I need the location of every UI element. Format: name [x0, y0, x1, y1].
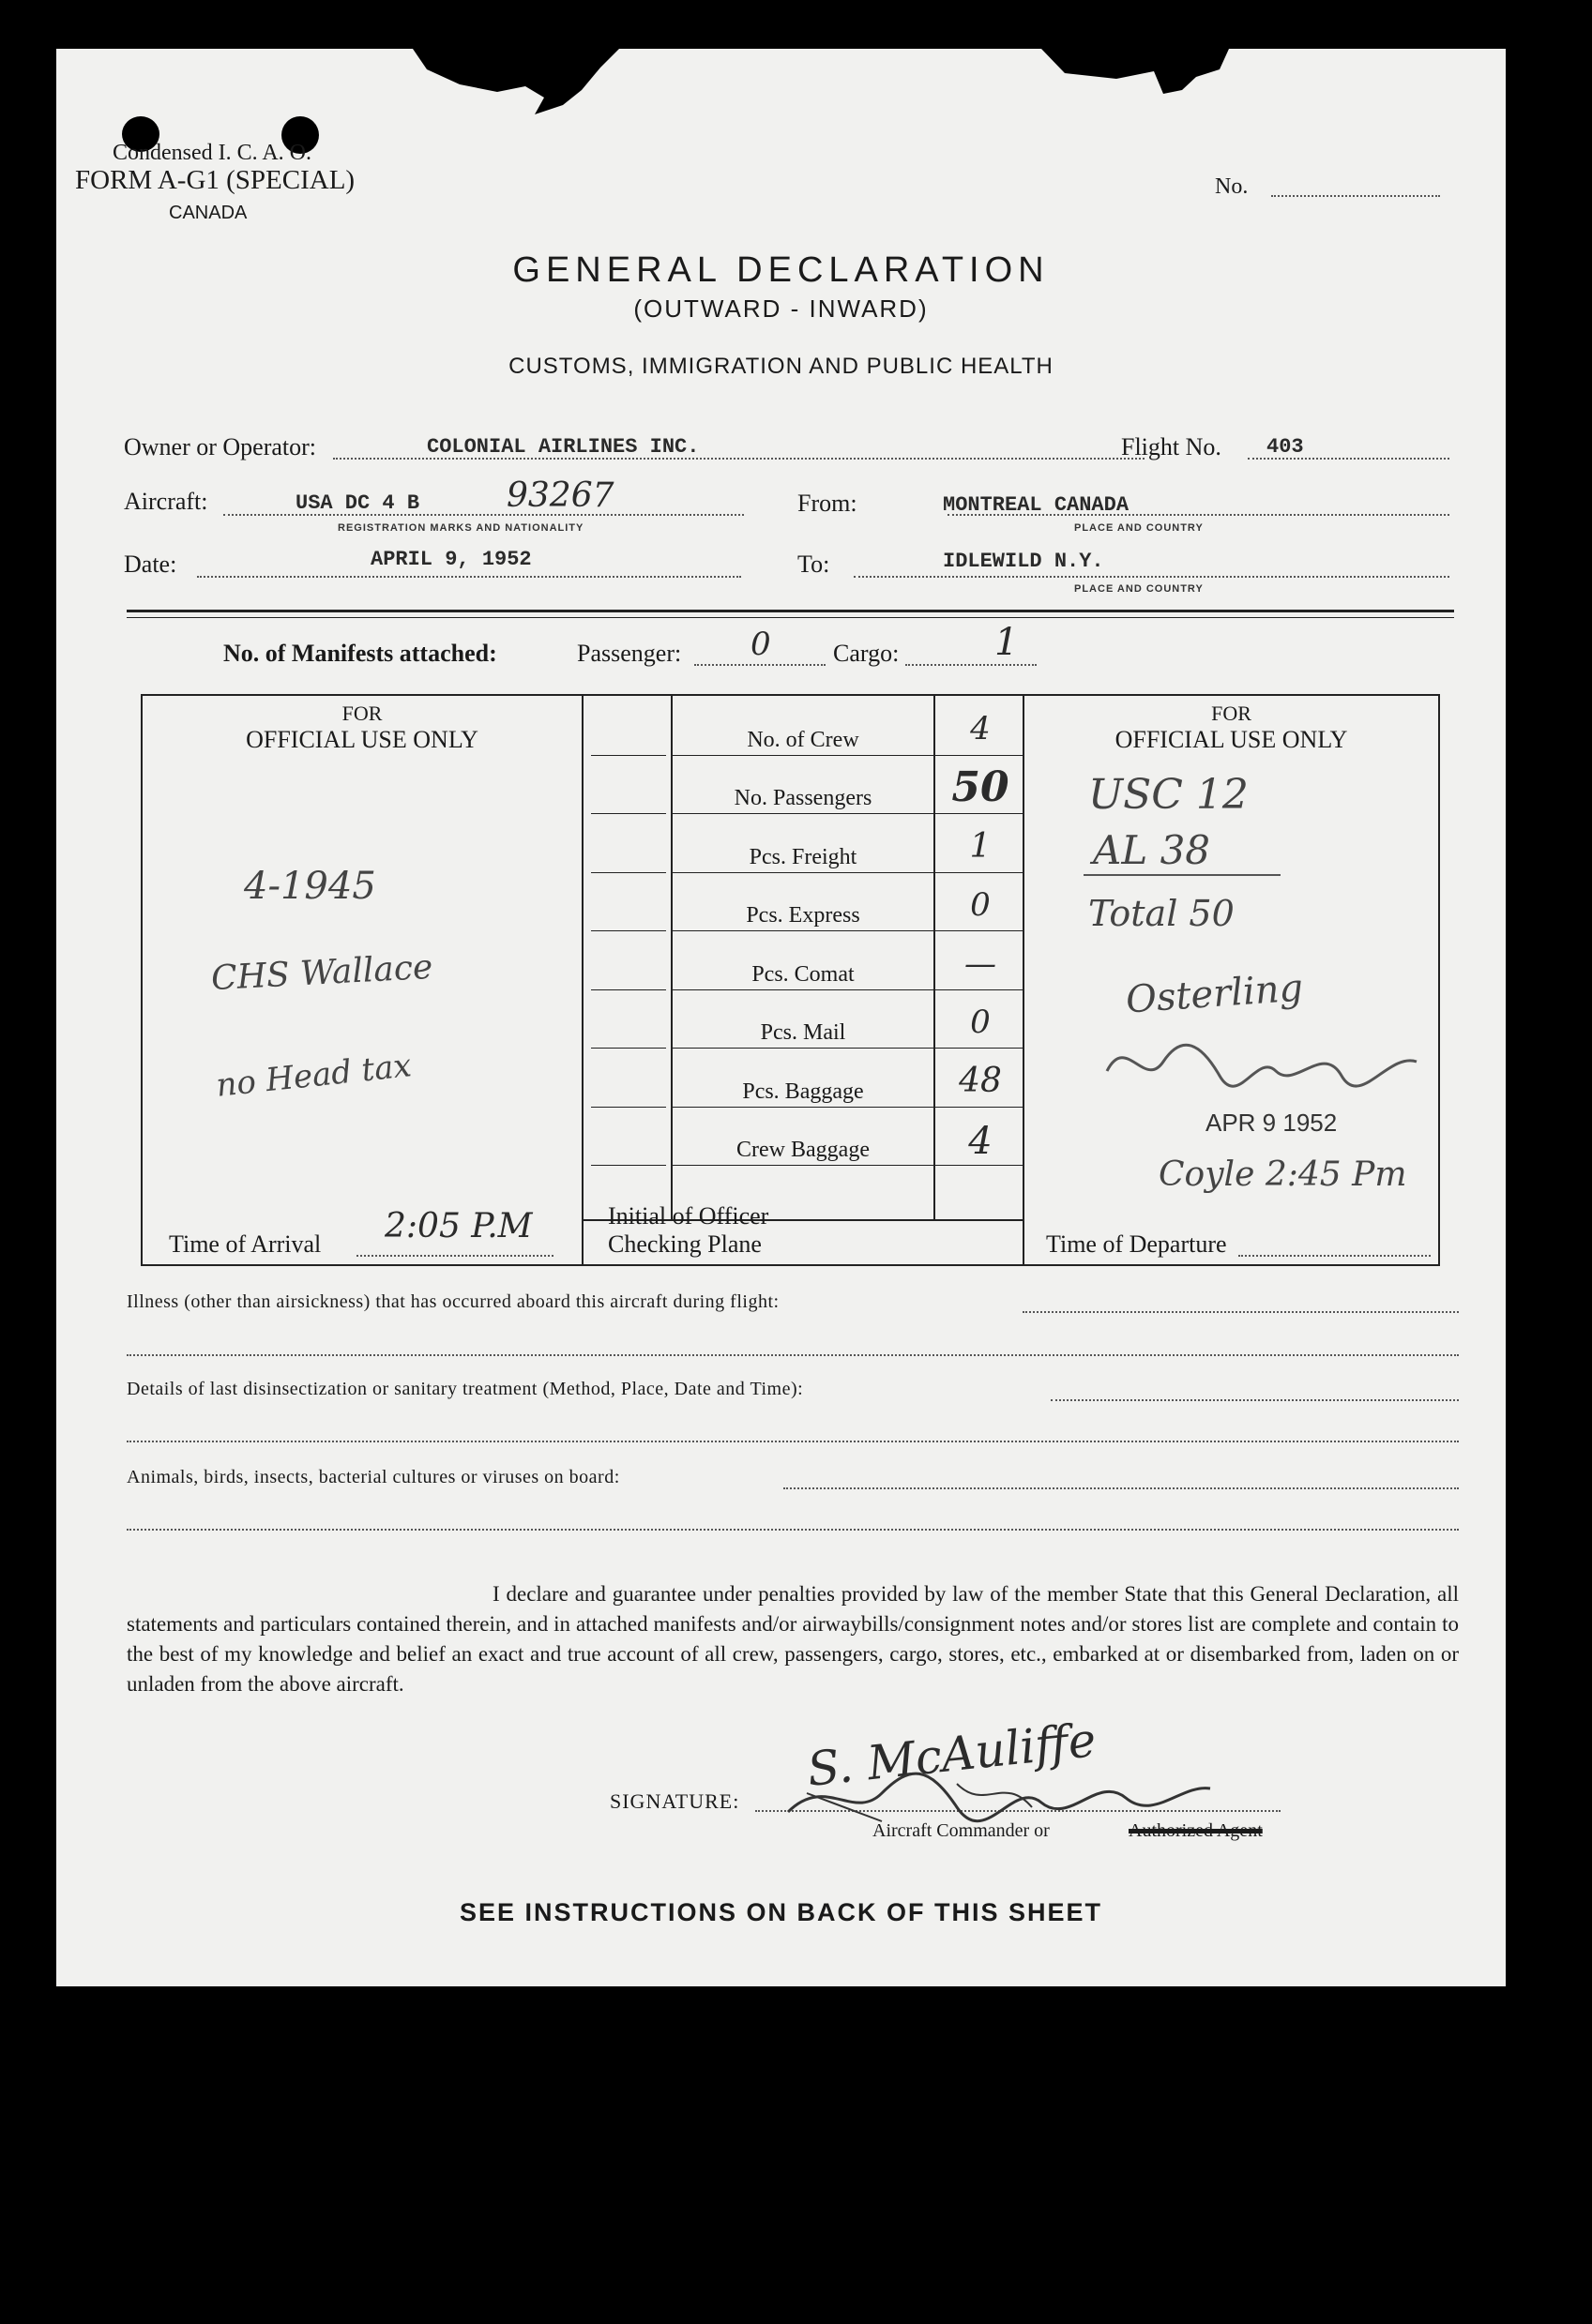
to-caption: PLACE AND COUNTRY [1074, 583, 1204, 595]
right-note-total: Total 50 [1088, 893, 1235, 934]
time-departure-line [1238, 1255, 1431, 1257]
row-rule [673, 813, 1024, 814]
animals-answer-line[interactable] [783, 1487, 1459, 1489]
registration-caption: REGISTRATION MARKS AND NATIONALITY [338, 522, 584, 534]
row-label-passengers: No. Passengers [734, 786, 872, 810]
time-arrival-line [356, 1255, 553, 1257]
left-official-for: FOR [341, 702, 383, 725]
table-divider-4 [1023, 694, 1024, 1266]
from-caption: PLACE AND COUNTRY [1074, 522, 1204, 534]
right-departure-note: Coyle 2:45 Pm [1159, 1155, 1407, 1194]
left-note-2: CHS Wallace [210, 947, 434, 999]
date-label: Date: [124, 551, 177, 578]
form-subtitle: CUSTOMS, IMMIGRATION AND PUBLIC HEALTH [508, 354, 1054, 379]
manifest-passenger-label: Passenger: [577, 640, 682, 667]
time-departure-label: Time of Departure [1046, 1230, 1227, 1258]
flight-value[interactable]: 403 [1266, 435, 1304, 459]
aircraft-label: Aircraft: [124, 488, 208, 515]
initial-officer-line1: Initial of Officer [608, 1202, 769, 1230]
left-rule [591, 1048, 666, 1049]
separator-top [127, 610, 1454, 612]
manifest-cargo-line [905, 664, 1037, 666]
row-value-comat[interactable]: — [964, 945, 996, 983]
row-label-mail: Pcs. Mail [760, 1020, 846, 1045]
time-arrival-label: Time of Arrival [169, 1230, 322, 1258]
signature-label: SIGNATURE: [610, 1789, 740, 1813]
manifest-passenger-line [694, 664, 826, 666]
left-note-3: no Head tax [214, 1047, 414, 1105]
initial-officer-line2: Checking Plane [608, 1230, 762, 1258]
left-rule [591, 755, 666, 756]
table-left-border [141, 694, 143, 1266]
illness-question: Illness (other than airsickness) that has occurred aboard this aircraft during flight: [127, 1291, 780, 1312]
left-rule [591, 872, 666, 873]
left-official-heading: OFFICIAL USE ONLY [246, 726, 478, 753]
commander-signature: S. McAuliffe [804, 1713, 1099, 1797]
from-value[interactable]: MONTREAL CANADA [943, 493, 1130, 517]
manifests-label: No. of Manifests attached: [223, 640, 497, 667]
aircraft-value[interactable]: USA DC 4 B [296, 491, 420, 515]
row-value-freight[interactable]: 1 [969, 827, 992, 866]
row-value-crew[interactable]: 4 [970, 710, 991, 747]
left-rule [591, 989, 666, 990]
table-top-border [141, 694, 1440, 696]
to-line [854, 576, 1449, 578]
row-label-freight: Pcs. Freight [749, 845, 857, 869]
row-label-comat: Pcs. Comat [751, 962, 855, 987]
date-line [197, 576, 741, 578]
from-label: From: [797, 490, 857, 517]
right-signature-scrawl [1098, 1024, 1435, 1099]
disinsectization-question: Details of last disinsectization or sanitary treatment (Method, Place, Date and Time): [127, 1379, 804, 1399]
row-rule [673, 1048, 1024, 1049]
signature-scrawl [769, 1756, 1238, 1831]
left-rule [591, 1107, 666, 1108]
form-country: CANADA [169, 203, 248, 223]
owner-label: Owner or Operator: [124, 433, 317, 460]
right-official-for: FOR [1211, 702, 1251, 725]
form-sheet [56, 49, 1506, 1986]
row-rule [673, 1107, 1024, 1108]
row-rule [673, 930, 1024, 931]
form-title: GENERAL DECLARATION [512, 250, 1050, 290]
form-condensed-line: Condensed I. C. A. O. [113, 141, 311, 165]
table-divider-3 [933, 694, 935, 1219]
right-note-underline [1084, 874, 1281, 876]
manifest-cargo-value[interactable]: 1 [994, 621, 1019, 664]
manifest-passenger-value[interactable]: 0 [751, 626, 771, 663]
signature-caption-agent-struck: Authorized Agent [1129, 1820, 1263, 1841]
right-official-heading: OFFICIAL USE ONLY [1114, 726, 1348, 753]
illness-answer-line-2[interactable] [127, 1354, 1459, 1356]
flight-label: Flight No. [1121, 433, 1221, 460]
aircraft-handwritten-number: 93267 [507, 476, 614, 515]
right-note-usc: USC 12 [1088, 771, 1249, 819]
received-date-stamp: APR 9 1952 [1205, 1109, 1338, 1137]
row-rule [673, 755, 1024, 756]
to-value[interactable]: IDLEWILD N.Y. [943, 550, 1104, 573]
row-label-crew: No. of Crew [747, 728, 859, 752]
row-value-passengers[interactable]: 50 [951, 763, 1009, 811]
signature-caption-commander: Aircraft Commander or [872, 1820, 1050, 1841]
left-rule [591, 1165, 666, 1166]
row-value-baggage[interactable]: 48 [959, 1062, 1002, 1100]
document-no-label: No. [1215, 174, 1249, 199]
separator-bottom [127, 617, 1454, 618]
row-value-mail[interactable]: 0 [970, 1004, 991, 1041]
manifest-cargo-label: Cargo: [833, 640, 900, 667]
table-bottom-border [141, 1264, 1440, 1266]
row-label-crew-baggage: Crew Baggage [736, 1138, 870, 1162]
table-right-border [1438, 694, 1440, 1266]
left-note-1: 4-1945 [244, 865, 376, 908]
illness-answer-line[interactable] [1023, 1311, 1459, 1313]
animals-question: Animals, birds, insects, bacterial cultures or viruses on board: [127, 1467, 620, 1487]
form-direction: (OUTWARD - INWARD) [633, 294, 929, 323]
instructions-footer: SEE INSTRUCTIONS ON BACK OF THIS SHEET [459, 1898, 1103, 1926]
row-rule [673, 872, 1024, 873]
left-rule [591, 930, 666, 931]
animals-answer-line-2[interactable] [127, 1529, 1459, 1531]
owner-value[interactable]: COLONIAL AIRLINES INC. [427, 435, 700, 459]
document-no-field[interactable] [1271, 195, 1440, 197]
declaration-text: I declare and guarantee under penalties provided by law of the member State that this General Declaration, all statements and particulars contained therein, and in attached manifests and/or airwaybills/consignment notes and/or stores list are complete and contain to the best of my knowledge and belief an exact and true account of all crew, passengers, cargo, stores, etc., embarked at or disembarked from, laden on or unladen from the above aircraft. [127, 1582, 1459, 1696]
date-value[interactable]: APRIL 9, 1952 [371, 548, 532, 571]
right-officer-signature: Osterling [1124, 966, 1305, 1022]
time-arrival-value[interactable]: 2:05 P.M [385, 1207, 533, 1245]
row-label-express: Pcs. Express [746, 903, 860, 928]
row-rule [673, 1165, 1024, 1166]
row-value-express[interactable]: 0 [970, 886, 991, 924]
disinsectization-answer-line[interactable] [1051, 1399, 1459, 1401]
disinsectization-answer-line-2[interactable] [127, 1441, 1459, 1442]
table-divider-1 [582, 694, 584, 1266]
form-id: FORM A-G1 (SPECIAL) [75, 165, 356, 195]
to-label: To: [797, 551, 830, 578]
row-label-baggage: Pcs. Baggage [742, 1079, 864, 1104]
left-rule [591, 813, 666, 814]
right-note-al: AL 38 [1093, 827, 1211, 873]
row-rule [673, 989, 1024, 990]
row-value-crew-baggage[interactable]: 4 [968, 1120, 993, 1163]
